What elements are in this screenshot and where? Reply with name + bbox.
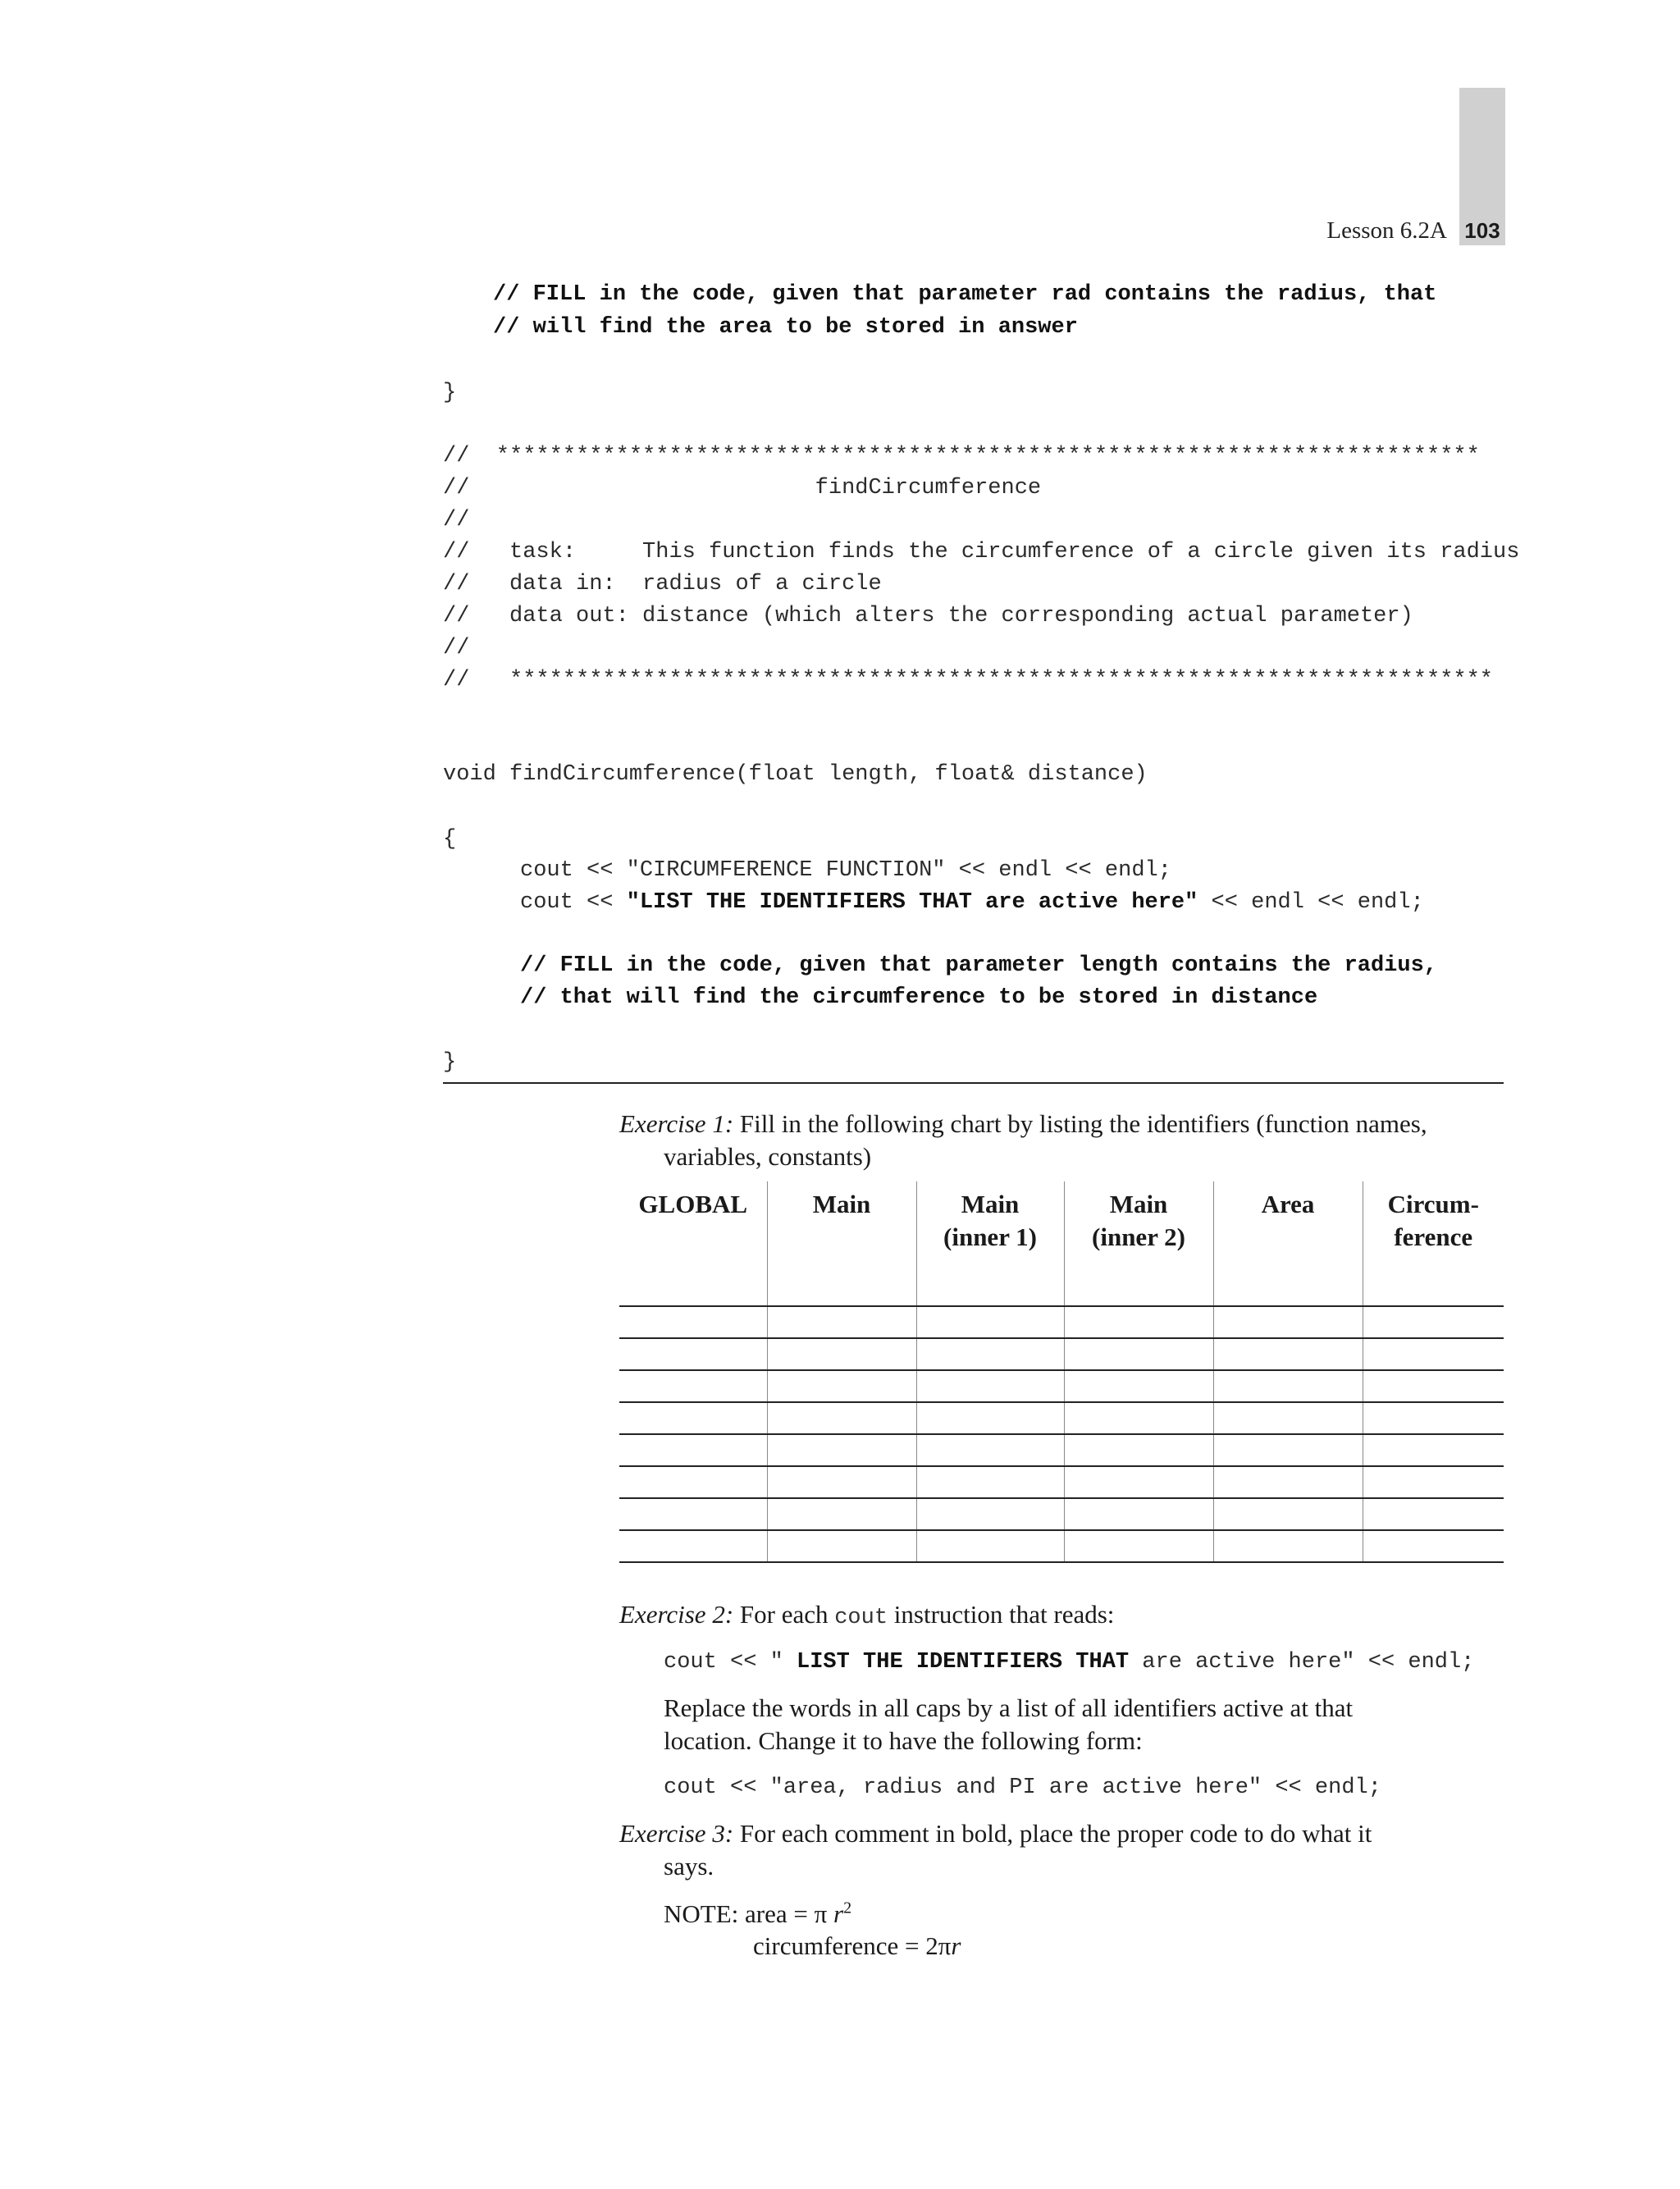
circumference-fill-comment-line-2: // that will find the circumference to be stored in distance: [520, 985, 1318, 1010]
cout-2-prefix: cout <<: [520, 890, 627, 915]
column-header-global: GLOBAL: [638, 1190, 748, 1218]
exercise-2-replace-line-2: location. Change it to have the following form:: [664, 1726, 1143, 1755]
banner-data-out-line: // data out: distance (which alters the corresponding actual parameter): [443, 604, 1413, 628]
table-row: [619, 1466, 1504, 1498]
exercise-3-line-1: Exercise 3: For each comment in bold, place the proper code to do what it: [619, 1819, 1372, 1848]
column-header-circumference: Circum- ference: [1363, 1181, 1504, 1306]
lesson-header: Lesson 6.2A: [1326, 217, 1447, 244]
cout-line-2: [520, 887, 1424, 919]
exercise-2-label: Exercise 2:: [619, 1600, 734, 1629]
circumference-fill-comment-line-1: // FILL in the code, given that parameter length contains the radius,: [520, 953, 1437, 978]
exercise-2-example-code: cout << "area, radius and PI are active here" << endl;: [664, 1775, 1381, 1800]
area-fill-comment-line-2: // will find the area to be stored in answer: [493, 315, 1078, 340]
exercise-3-line-2: says.: [664, 1852, 714, 1881]
banner-function-title: // findCircumference: [443, 476, 1042, 500]
exercise-3-label: Exercise 3:: [619, 1819, 734, 1848]
exercise-2-replace-line-1: Replace the words in all caps by a list of all identifiers active at that: [664, 1693, 1354, 1722]
area-fill-comment-line-1: // FILL in the code, given that parameter rad contains the radius, that: [493, 282, 1437, 307]
exercise-1-line-1: [619, 1108, 1505, 1140]
table-row: [619, 1306, 1504, 1338]
exercise-1: [619, 1108, 1505, 1173]
exercise-3: [619, 1817, 1505, 1883]
page-number: 103: [1464, 218, 1500, 243]
column-header-main-inner-2: Main (inner 2): [1064, 1181, 1213, 1306]
table-row: [619, 1402, 1504, 1434]
column-header-area: Area: [1213, 1181, 1363, 1306]
banner-top-line: // **************************************************************************: [443, 444, 1480, 468]
exercise-2-instructions: [664, 1692, 1500, 1757]
table-row: [619, 1434, 1504, 1466]
closing-brace: }: [443, 381, 457, 405]
table-row: [619, 1530, 1504, 1562]
table-row: [619, 1338, 1504, 1370]
cout-line-1: cout << "CIRCUMFERENCE FUNCTION" << endl << endl;: [520, 858, 1171, 883]
opening-brace: {: [443, 827, 457, 852]
banner-task-line: // task: This function finds the circumference of a circle given its radius: [443, 540, 1520, 564]
column-header-main-inner-1: Main (inner 1): [916, 1181, 1064, 1306]
exercise-1-text: Fill in the following chart by listing the identifiers (function names,: [733, 1109, 1427, 1138]
exercise-2-code-bold: LIST THE IDENTIFIERS THAT: [797, 1650, 1130, 1675]
exercise-1-line-2: variables, constants): [664, 1142, 872, 1171]
table-row: [619, 1498, 1504, 1530]
note-area-formula: NOTE: area = π $r^2$: [664, 1899, 852, 1928]
closing-brace: }: [443, 1050, 457, 1075]
table-row: [619, 1370, 1504, 1402]
exercise-1-label: Exercise 1:: [619, 1109, 734, 1138]
section-divider: [443, 1082, 1504, 1084]
banner-blank-line: //: [443, 508, 470, 532]
inline-code-cout: cout: [834, 1606, 888, 1630]
exercise-2-line-1: Exercise 2: For each cout instruction that reads:: [619, 1600, 1115, 1630]
exercise-2-code-line: cout << " LIST THE IDENTIFIERS THAT are active here" << endl;: [664, 1650, 1475, 1675]
column-header-main: Main: [767, 1181, 916, 1306]
banner-data-in-line: // data in: radius of a circle: [443, 572, 882, 596]
banner-bottom-line: // **************************************************************************: [443, 668, 1494, 692]
identifier-chart: [619, 1181, 1504, 1563]
exercise-2: [619, 1598, 1505, 1634]
cout-2-suffix: << endl << endl;: [1198, 890, 1424, 915]
note-circumference-formula: circumference = 2πr: [753, 1931, 961, 1960]
banner-blank-line: //: [443, 636, 470, 660]
function-signature: void findCircumference(float length, float& distance): [443, 762, 1148, 787]
cout-2-bold-text: "LIST THE IDENTIFIERS THAT are active here": [626, 890, 1198, 915]
